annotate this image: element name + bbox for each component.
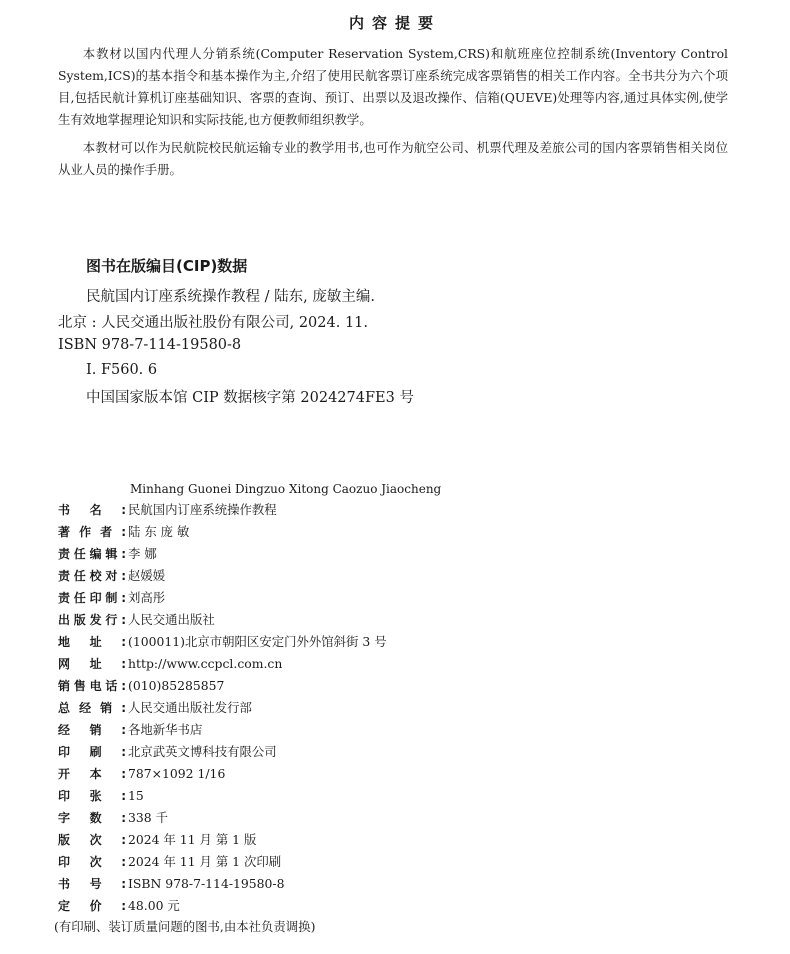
imprint-label: 定价: — [58, 899, 126, 913]
imprint-label: 印刷: — [58, 745, 126, 759]
imprint-row — [58, 609, 758, 631]
imprint-value: (100011)北京市朝阳区安定门外外馆斜街 3 号 — [128, 634, 387, 649]
imprint-value: 赵媛媛 — [128, 568, 166, 583]
cip-title-line: 民航国内订座系统操作教程 / 陆东, 庞敏主编. — [86, 289, 375, 305]
imprint-label: 印次: — [58, 855, 126, 869]
imprint-row — [58, 895, 758, 917]
imprint-row — [58, 741, 758, 763]
imprint-value: 338 千 — [128, 810, 168, 825]
imprint-row — [58, 785, 758, 807]
imprint-row — [58, 763, 758, 785]
summary-title: 内容提要 — [348, 14, 441, 32]
imprint-row — [58, 675, 758, 697]
imprint-value: 人民交通出版社发行部 — [128, 700, 252, 715]
cip-classification-line: Ⅰ. F560. 6 — [86, 362, 158, 378]
imprint-label: 经销: — [58, 723, 126, 737]
imprint-value: 刘高彤 — [128, 590, 166, 605]
cip-title: 图书在版编目(CIP)数据 — [86, 257, 248, 275]
imprint-table — [58, 499, 758, 917]
imprint-value: (010)85285857 — [128, 678, 225, 693]
summary-paragraph: 本教材以国内代理人分销系统(Computer Reservation System,CRS)和航班座位控制系统(Inventory Control System,ICS)的基本指令和基本操作为主,介绍了使用民航客票订座系统完成客票销售的相关工作内容。全书共分为六个项目,包括民航计算机订座基础知识、客票的查询、预订、出票以及退改操作、信箱(QUEVE)处理等内容,通过具体实例,使学生有效地掌握理论知识和实际技能,也方便教师组织教学。 — [58, 46, 728, 127]
imprint-label: 责任印制: — [58, 591, 126, 605]
imprint-value: 陆 东 庞 敏 — [128, 524, 190, 539]
imprint-value: 民航国内订座系统操作教程 — [128, 502, 277, 517]
imprint-label: 版次: — [58, 833, 126, 847]
imprint-label: 书名: — [58, 503, 126, 517]
imprint-row — [58, 851, 758, 873]
imprint-label: 出版发行: — [58, 613, 126, 627]
imprint-label: 网址: — [58, 657, 126, 671]
imprint-label: 著作者: — [58, 525, 126, 539]
imprint-row — [58, 653, 758, 675]
imprint-label: 责任编辑: — [58, 547, 126, 561]
imprint-value: 北京武英文博科技有限公司 — [128, 744, 277, 759]
imprint-value: 2024 年 11 月 第 1 次印刷 — [128, 854, 282, 869]
imprint-label: 责任校对: — [58, 569, 126, 583]
cip-publisher-line: 北京 : 人民交通出版社股份有限公司, 2024. 11. — [58, 315, 368, 331]
imprint-label: 印张: — [58, 789, 126, 803]
imprint-row — [58, 521, 758, 543]
imprint-label: 字数: — [58, 811, 126, 825]
imprint-value: ISBN 978-7-114-19580-8 — [128, 876, 285, 891]
imprint-label: 书号: — [58, 877, 126, 891]
imprint-label: 总经销: — [58, 701, 126, 715]
summary-body — [58, 43, 728, 187]
imprint-row — [58, 719, 758, 741]
imprint-row — [58, 587, 758, 609]
imprint-row — [58, 565, 758, 587]
imprint-value: 2024 年 11 月 第 1 版 — [128, 832, 257, 847]
imprint-value: 人民交通出版社 — [128, 612, 215, 627]
cip-isbn-line: ISBN 978-7-114-19580-8 — [58, 337, 242, 353]
imprint-value: 15 — [128, 788, 144, 803]
imprint-row — [58, 829, 758, 851]
imprint-row — [58, 697, 758, 719]
summary-paragraph: 本教材可以作为民航院校民航运输专业的教学用书,也可作为航空公司、机票代理及差旅公司的国内客票销售相关岗位从业人员的操作手册。 — [58, 140, 728, 177]
imprint-row — [58, 807, 758, 829]
title-pinyin: Minhang Guonei Dingzuo Xitong Caozuo Jiaocheng — [130, 482, 442, 496]
imprint-value: 各地新华书店 — [128, 722, 203, 737]
imprint-row — [58, 631, 758, 653]
imprint-value[interactable]: http://www.ccpcl.com.cn — [128, 656, 283, 671]
imprint-label: 销售电话: — [58, 679, 126, 693]
imprint-row — [58, 499, 758, 521]
quality-note: (有印刷、装订质量问题的图书,由本社负责调换) — [54, 919, 316, 934]
imprint-value: 48.00 元 — [128, 898, 180, 913]
imprint-row — [58, 873, 758, 895]
imprint-row — [58, 543, 758, 565]
imprint-label: 开本: — [58, 767, 126, 781]
imprint-label: 地址: — [58, 635, 126, 649]
cip-record-number-line: 中国国家版本馆 CIP 数据核字第 2024274FE3 号 — [86, 390, 414, 406]
imprint-value: 李 娜 — [128, 546, 157, 561]
imprint-value: 787×1092 1/16 — [128, 766, 226, 781]
